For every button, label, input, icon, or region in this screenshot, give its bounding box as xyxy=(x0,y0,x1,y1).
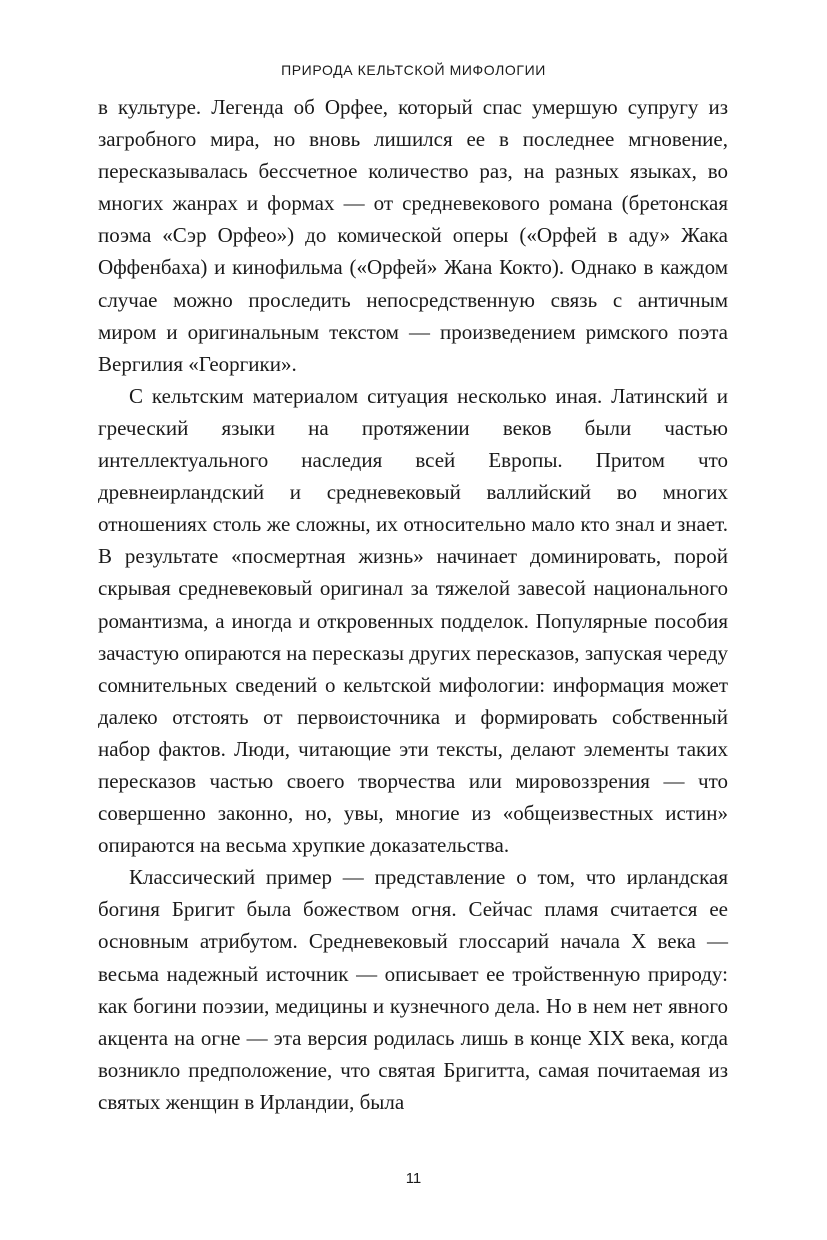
paragraph-2: С кельтским материалом ситуация несколько иная. Латинский и греческий языки на протяжении веков были частью интеллектуального наследия всей Европы. Притом что древнеирландский и средневековый валлийский во многих отношениях столь же сложны, их относительно мало кто знал и знает. В результате «посмертная жизнь» начинает доминировать, порой скрывая средневековый оригинал за тяжелой завесой национального романтизма, а иногда и откровенных подделок. Популярные пособия зачастую опираются на пересказы других пересказов, запуская череду сомнительных сведений о кельтской мифологии: информация может далеко отстоять от первоисточника и формировать собственный набор фактов. Люди, читающие эти тексты, делают элементы таких пересказов частью своего творчества или мировоззрения — что совершенно законно, но, увы, многие из «общеизвестных истин» опираются на весьма хрупкие доказательства. xyxy=(98,383,728,858)
paragraph-1: в культуре. Легенда об Орфее, который спас умершую супругу из загробного мира, но вновь лишился ее в последнее мгновение, пересказывалась бессчетное количество раз, на разных языках, во многих жанрах и формах — от средневекового романа (бретонская поэма «Сэр Орфео») до комической оперы («Орфей в аду» Жака Оффенбаха) и кинофильма («Орфей» Жана Кокто). Однако в каждом случае можно проследить непосредственную связь с античным миром и оригинальным текстом — произведением римского поэта Вергилия «Георгики». xyxy=(98,95,728,376)
paragraph-3: Классический пример — представление о том, что ирландская богиня Бригит была божеством огня. Сейчас пламя считается ее основным атрибутом. Средневековый глоссарий начала X века — весьма надежный источник — описывает ее тройственную природу: как богини поэзии, медицины и кузнечного дела. Но в нем нет явного акцента на огне — эта версия родилась лишь в конце XIX века, когда возникло предположение, что святая Бригитта, самая почитаемая из святых женщин в Ирландии, была xyxy=(98,865,728,1114)
running-header: ПРИРОДА КЕЛЬТСКОЙ МИФОЛОГИИ xyxy=(281,62,546,78)
page-number: 11 xyxy=(405,1170,422,1187)
body-text xyxy=(98,91,728,1118)
